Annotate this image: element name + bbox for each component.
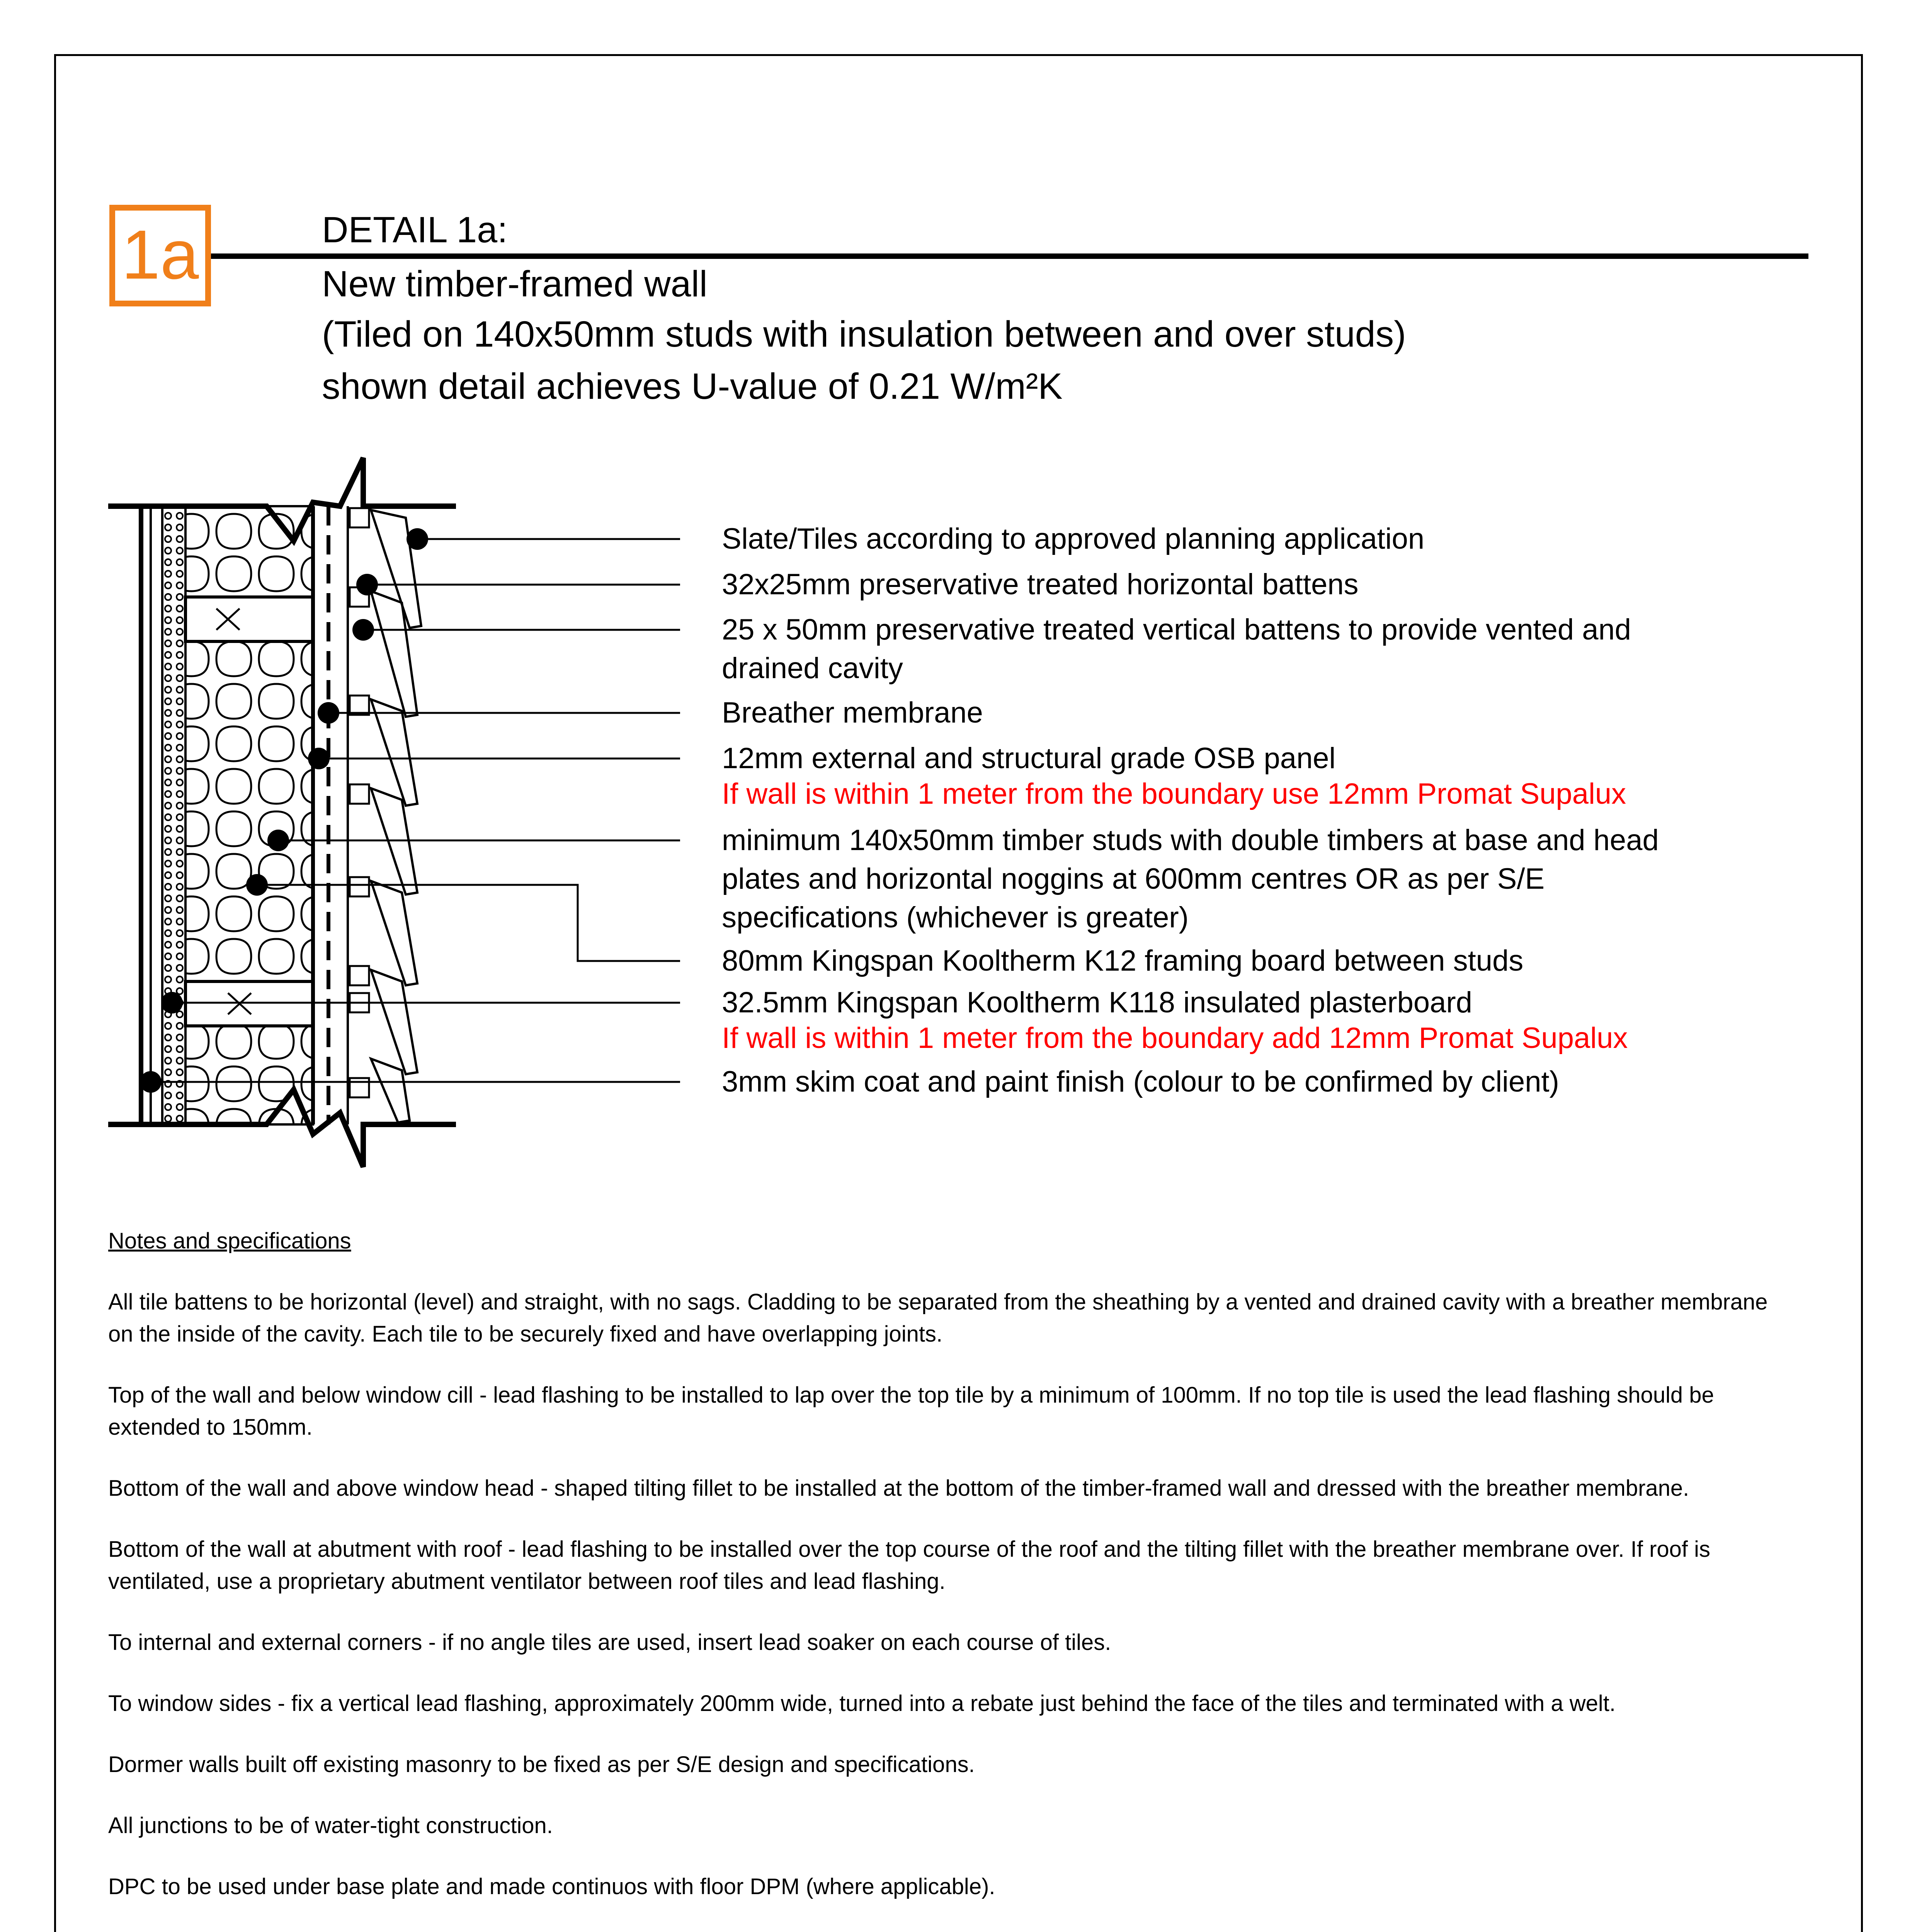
detail-subtitle-3: shown detail achieves U-value of 0.21 W/m²K: [322, 366, 1063, 407]
label-vertical-battens-2: drained cavity: [722, 652, 903, 685]
note-paragraph: All tile battens to be horizontal (level) and straight, with no sags. Cladding to be separated from the sheathing by a vented and drained cavity with a breather membrane on the inside of the cavity. Each tile to be securely fixed and have overlapping joints.: [108, 1289, 1768, 1347]
label-studs-2: plates and horizontal noggins at 600mm centres OR as per S/E: [722, 862, 1545, 895]
label-k12: 80mm Kingspan Kooltherm K12 framing board between studs: [722, 944, 1524, 977]
label-osb-warning: If wall is within 1 meter from the boundary use 12mm Promat Supalux: [722, 777, 1626, 810]
label-slate-tiles: Slate/Tiles according to approved planning application: [722, 522, 1425, 555]
notes-section: [108, 1225, 1781, 1903]
label-osb-panel: 12mm external and structural grade OSB panel: [722, 742, 1336, 775]
note-paragraph: Top of the wall and below window cill - lead flashing to be installed to lap over the top tile by a minimum of 100mm. If no top tile is used the lead flashing should be extended to 150mm.: [108, 1383, 1714, 1440]
note-paragraph: All junctions to be of water-tight construction.: [108, 1813, 553, 1838]
label-k118: 32.5mm Kingspan Kooltherm K118 insulated plasterboard: [722, 986, 1472, 1019]
detail-subtitle-1: New timber-framed wall: [322, 264, 708, 304]
label-studs-3: specifications (whichever is greater): [722, 901, 1189, 934]
detail-subtitle-2: (Tiled on 140x50mm studs with insulation between and over studs): [322, 314, 1406, 355]
detail-badge-label: 1a: [121, 216, 199, 294]
note-paragraph: Bottom of the wall and above window head - shaped tilting fillet to be installed at the bottom of the timber-framed wall and dressed with the breather membrane.: [108, 1476, 1689, 1501]
label-skim-coat: 3mm skim coat and paint finish (colour to be confirmed by client): [722, 1065, 1559, 1098]
label-vertical-battens-1: 25 x 50mm preservative treated vertical battens to provide vented and: [722, 613, 1631, 646]
label-k118-warning: If wall is within 1 meter from the boundary add 12mm Promat Supalux: [722, 1022, 1628, 1054]
note-paragraph: Bottom of the wall at abutment with roof - lead flashing to be installed over the top course of the roof and the tilting fillet with the breather membrane over. If roof is ventilated, use a proprietary abutment ventilator between roof tiles and lead flashing.: [108, 1537, 1711, 1594]
label-studs-1: minimum 140x50mm timber studs with double timbers at base and head: [722, 824, 1659, 857]
note-paragraph: DPC to be used under base plate and made continuos with floor DPM (where applicable).: [108, 1874, 995, 1899]
label-horizontal-battens: 32x25mm preservative treated horizontal battens: [722, 568, 1359, 601]
note-paragraph: To window sides - fix a vertical lead flashing, approximately 200mm wide, turned into a rebate just behind the face of the tiles and terminated with a welt.: [108, 1691, 1616, 1716]
label-breather-membrane: Breather membrane: [722, 696, 983, 729]
note-paragraph: To internal and external corners - if no angle tiles are used, insert lead soaker on each course of tiles.: [108, 1630, 1111, 1655]
detail-title: DETAIL 1a:: [322, 209, 508, 250]
notes-heading: Notes and specifications: [108, 1228, 351, 1253]
note-paragraph: Dormer walls built off existing masonry to be fixed as per S/E design and specifications.: [108, 1752, 975, 1777]
